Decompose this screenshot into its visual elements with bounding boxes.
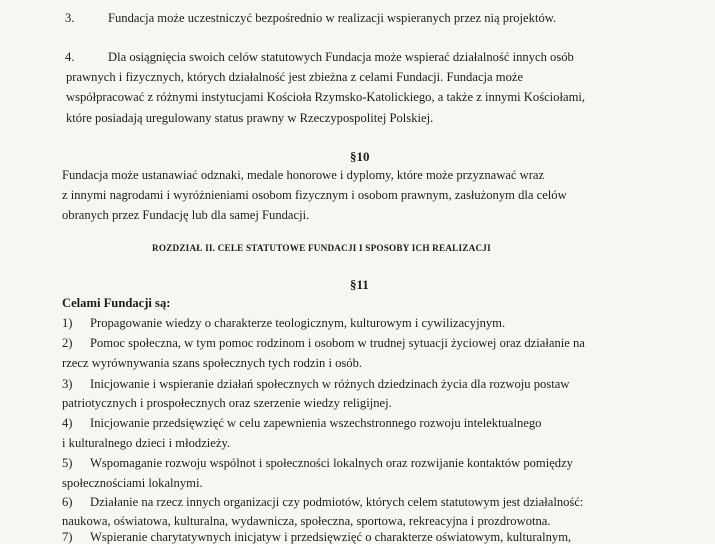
paragraph-number: 4.: [65, 50, 75, 64]
list-item-5: [62, 457, 573, 470]
list-item-3-continuation: patriotycznych i prospołecznych oraz szerzenie wiedzy religijnej.: [62, 396, 392, 410]
paragraph-4-line-1: [65, 51, 574, 64]
list-item-7: [62, 531, 571, 544]
list-item-text: Działanie na rzecz innych organizacji czy podmiotów, których celem statutowym jest działalność:: [90, 495, 584, 509]
list-item-2: [62, 337, 585, 350]
list-item-text: Propagowanie wiedzy o charakterze teologicznym, kulturowym i cywilizacyjnym.: [90, 316, 506, 330]
section-10-heading: §10: [350, 149, 370, 164]
paragraph-4-line-3: współpracować z różnymi instytucjami Kościoła Rzymsko-Katolickiego, a także z innymi Kościołami,: [66, 90, 586, 104]
paragraph-text: Dla osiągnięcia swoich celów statutowych Fundacja może wspierać działalność innych osób: [108, 50, 574, 64]
section-11-intro: Celami Fundacji są:: [62, 296, 171, 310]
list-item-text: Wspieranie charytatywnych inicjatyw i przedsięwzięć o charakterze oświatowym, kulturalnym,: [90, 530, 572, 544]
paragraph-4-line-2: prawnych i fizycznych, których działalność jest zbieżna z celami Fundacji. Fundacja może: [66, 70, 524, 84]
list-item-text: Pomoc społeczna, w tym pomoc rodzinom i osobom w trudnej sytuacji życiowej oraz działanie na: [90, 336, 585, 350]
list-item-2-continuation: rzecz wyrównywania szans społecznych tych rodzin i osób.: [62, 356, 363, 370]
section-10-line-1: Fundacja może ustanawiać odznaki, medale honorowe i dyplomy, które może przyznawać wraz: [62, 168, 545, 182]
list-item-4: [62, 417, 541, 430]
list-item-text: Inicjowanie i wspieranie działań społecznych w różnych dziedzinach życia dla rozwoju postaw: [90, 377, 570, 391]
paragraph-text: Fundacja może uczestniczyć bezpośrednio w realizacji wspieranych przez nią projektów.: [108, 11, 557, 25]
list-item-number: 7): [62, 530, 73, 544]
list-item-number: 5): [62, 456, 73, 470]
list-item-number: 2): [62, 336, 73, 350]
list-item-1: [62, 317, 505, 330]
chapter-title: ROZDZIAŁ II. CELE STATUTOWE FUNDACJI I SPOSOBY ICH REALIZACJI: [152, 243, 491, 253]
paragraph-number: 3.: [65, 11, 75, 25]
section-10-line-2: z innymi nagrodami i wyróżnieniami osobom fizycznym i osobom prawnym, zasłużonym dla celów: [62, 188, 567, 202]
paragraph-3: [65, 12, 556, 25]
list-item-5-continuation: społecznościami lokalnymi.: [62, 476, 203, 490]
list-item-6: [62, 496, 583, 509]
paragraph-4-line-4: które posiadają uregulowany status prawny w Rzeczypospolitej Polskiej.: [66, 111, 434, 125]
list-item-number: 3): [62, 377, 73, 391]
list-item-number: 6): [62, 495, 73, 509]
section-11-heading: §11: [350, 277, 369, 292]
list-item-text: Wspomaganie rozwoju wspólnot i społeczności lokalnych oraz rozwijanie kontaktów pomiędzy: [90, 456, 573, 470]
list-item-6-continuation: naukowa, oświatowa, kulturalna, wydawnicza, społeczna, sportowa, rekreacyjna i prozdrowotna.: [62, 514, 551, 528]
list-item-text: Inicjowanie przedsięwzięć w celu zapewnienia wszechstronnego rozwoju intelektualnego: [90, 416, 542, 430]
list-item-3: [62, 378, 569, 391]
list-item-4-continuation: i kulturalnego dzieci i młodzieży.: [62, 436, 231, 450]
section-10-line-3: obranych przez Fundację lub dla samej Fundacji.: [62, 208, 310, 222]
list-item-number: 4): [62, 416, 73, 430]
list-item-number: 1): [62, 316, 73, 330]
